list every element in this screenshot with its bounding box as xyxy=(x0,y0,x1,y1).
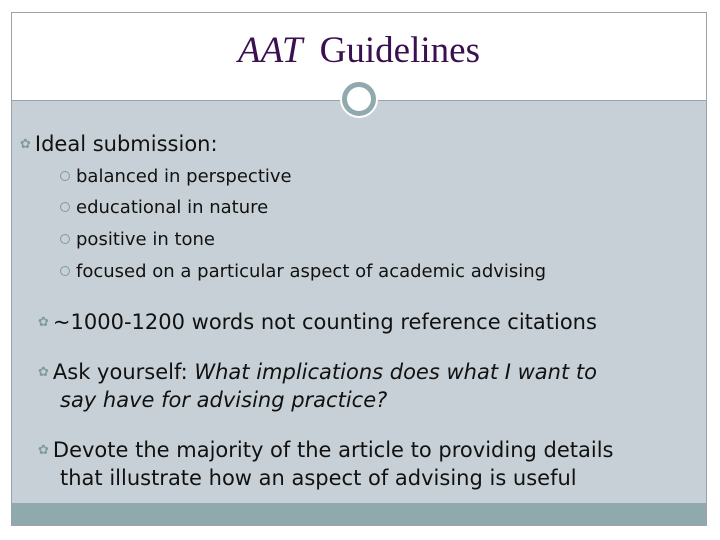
sub-bullet-text: balanced in perspective xyxy=(76,166,292,187)
sub-bullet-text: focused on a particular aspect of academic advising xyxy=(76,261,547,282)
bullet-words xyxy=(38,308,597,337)
circle-bullet-icon xyxy=(60,171,70,181)
sub-bullet-1 xyxy=(60,165,292,189)
bullet-ask xyxy=(38,358,678,387)
sub-bullet-2 xyxy=(60,196,268,220)
circle-bullet-icon xyxy=(60,234,70,244)
footer-bar xyxy=(12,503,706,525)
bullet-ask-prefix: Ask yourself: xyxy=(52,360,195,384)
slide-title xyxy=(12,29,706,72)
sub-bullet-4 xyxy=(60,260,546,284)
circle-bullet-icon xyxy=(60,266,70,276)
sub-bullet-text: positive in tone xyxy=(76,229,216,250)
bullet-devote-line2: that illustrate how an aspect of advising is useful xyxy=(60,466,577,490)
bullet-icon: ✿ xyxy=(38,443,49,458)
bullet-devote-text-1: Devote the majority of the article to providing details xyxy=(52,438,614,462)
sub-bullet-text: educational in nature xyxy=(76,197,269,218)
bullet-ideal-text: Ideal submission: xyxy=(34,132,218,156)
sub-bullet-3 xyxy=(60,228,215,252)
bullet-icon: ✿ xyxy=(38,315,49,330)
bullet-words-text: ~1000-1200 words not counting reference citations xyxy=(52,310,597,334)
title-rest: Guidelines xyxy=(319,30,480,71)
bullet-ask-italic-1: What implications does what I want to xyxy=(194,360,597,384)
title-italic: AAT xyxy=(238,30,303,71)
bullet-devote xyxy=(38,436,698,465)
bullet-ideal xyxy=(20,130,218,159)
circle-ornament-icon xyxy=(340,80,378,118)
circle-bullet-icon xyxy=(60,202,70,212)
circle-ornament-ring xyxy=(342,82,376,116)
bullet-icon: ✿ xyxy=(38,365,49,380)
bullet-ask-line2: say have for advising practice? xyxy=(60,388,388,412)
bullet-icon: ✿ xyxy=(20,137,31,152)
